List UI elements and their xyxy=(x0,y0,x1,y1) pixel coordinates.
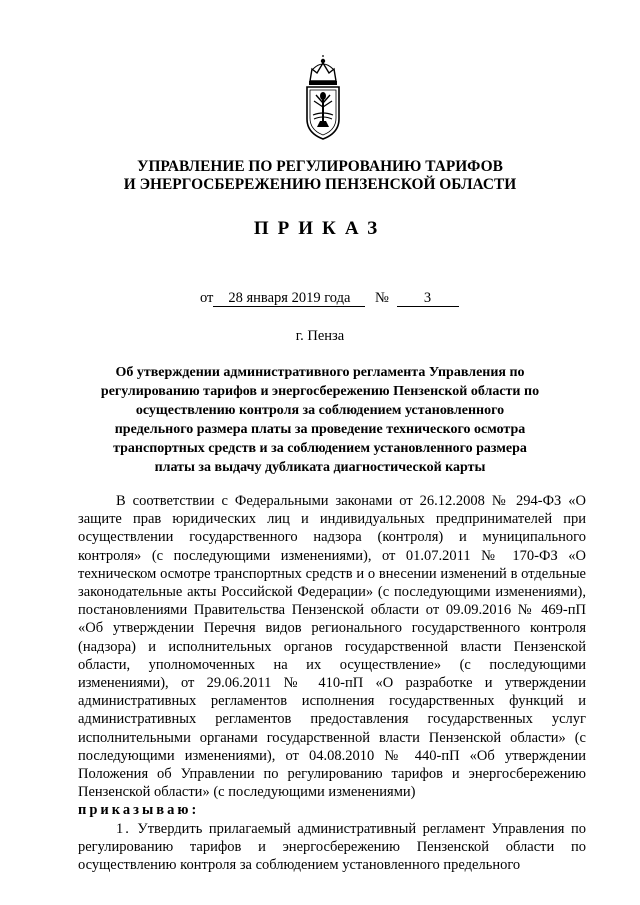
agency-name xyxy=(0,158,640,194)
orders-word: приказываю: xyxy=(78,802,200,819)
number-prefix: № xyxy=(375,290,389,306)
document-type: ПРИКАЗ xyxy=(253,218,387,239)
preamble-paragraph: В соответствии с Федеральными законами от 26.12.2008 № 294-ФЗ «О защите прав юридических лиц и индивидуальных предпринимателей при осуществлении государственного надзора (контроля) и муниципального контроля» (с последующими изменениями), от 01.07.2011 № 170-ФЗ «О техническом осмотре транспортных средств и о внесении изменений в отдельные законодательные акты Российской Федерации» (с последующими изменениями), постановлениями Правительства Пензенской области от 09.09.2016 № 469-пП «Об утверждении Перечня видов регионального государственного контроля (надзора) и исполнительных органов государственной власти Пензенской области, уполномоченных на их осуществление» (с последующими изменениями), от 29.06.2011 № 410-пП «О разработке и утверждении административных регламентов исполнения государственных функций и административных регламентов предоставления государственных услуг исполнительными органами государственной власти Пензенской области» (с последующими изменениями), от 04.08.2010 № 440-пП «Об утверждении Положения об Управлении по регулированию тарифов и энергосбережению Пензенской области» (с последующими изменениями) xyxy=(78,493,586,801)
penza-coat-of-arms-icon xyxy=(295,55,351,143)
document-number: 3 xyxy=(397,291,459,307)
agency-name-line2: И ЭНЕРГОСБЕРЕЖЕНИЮ ПЕНЗЕНСКОЙ ОБЛАСТИ xyxy=(123,176,517,193)
date-number-line xyxy=(200,290,459,307)
document-date: 28 января 2019 года xyxy=(213,291,365,307)
document-body xyxy=(78,492,586,874)
document-title: Об утверждении административного регламента Управления по регулированию тарифов и энергосбережению Пензенской области по осуществлению контроля за соблюдением установленного предельного размера платы за проведение технического осмотра транспортных средств и за соблюдением установленного размера платы за выдачу дубликата диагностической карты xyxy=(100,365,540,475)
date-prefix: от xyxy=(200,290,214,306)
item-1-number: 1. xyxy=(116,820,131,837)
item-1-text: Утвердить прилагаемый административный регламент Управления по регулированию тарифов и энергосбережению Пензенской области по осуществлению контроля за соблюдением установленного предельного xyxy=(78,820,586,874)
agency-name-line1: УПРАВЛЕНИЕ ПО РЕГУЛИРОВАНИЮ ТАРИФОВ xyxy=(137,158,503,175)
city: г. Пенза xyxy=(295,328,345,344)
item-1 xyxy=(78,820,586,875)
